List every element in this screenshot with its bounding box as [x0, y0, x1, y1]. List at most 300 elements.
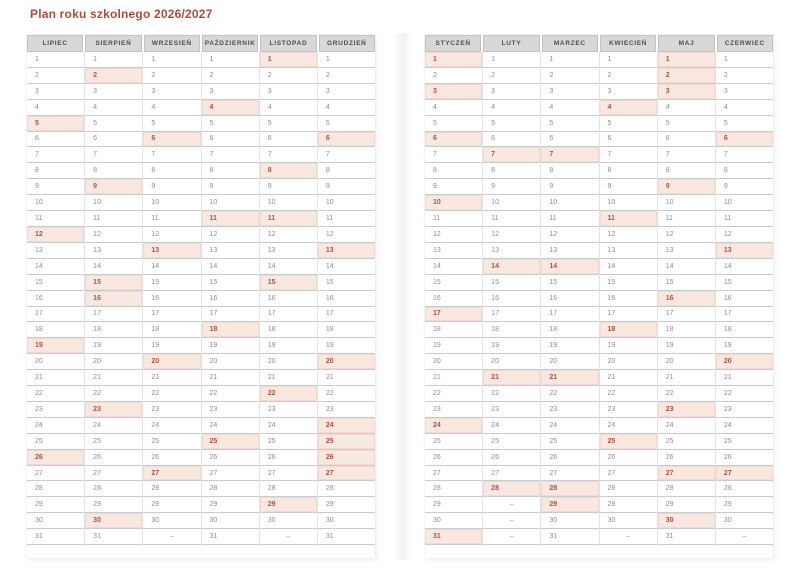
day-cell: 18 [260, 322, 317, 338]
day-cell: 13 [85, 243, 142, 259]
day-cell: 29 [143, 497, 200, 513]
day-cell-holiday: 29 [260, 497, 317, 513]
day-cell: 24 [143, 418, 200, 434]
day-cell: 23 [425, 402, 482, 418]
day-cell: 16 [143, 291, 200, 307]
calendar-page-right [425, 35, 773, 558]
day-cell: 11 [716, 211, 773, 227]
day-cell: 26 [143, 450, 200, 466]
day-cell: 11 [425, 211, 482, 227]
day-cell-holiday: 20 [318, 354, 375, 370]
month-header-czerwiec: CZERWIEC [717, 35, 773, 52]
day-cell: 11 [143, 211, 200, 227]
month-header-row [27, 35, 375, 52]
day-cell: 17 [318, 307, 375, 323]
day-cell: 5 [260, 116, 317, 132]
day-cell: 12 [85, 227, 142, 243]
day-cell: 19 [425, 338, 482, 354]
day-cell: 17 [541, 307, 598, 323]
day-cell: 2 [425, 68, 482, 84]
day-cell: 26 [483, 450, 540, 466]
day-cell: 14 [260, 259, 317, 275]
day-cell: 6 [202, 132, 259, 148]
day-cell: 7 [716, 147, 773, 163]
day-cell: 19 [600, 338, 657, 354]
day-cell: 3 [318, 84, 375, 100]
day-cell: 8 [425, 163, 482, 179]
day-cell: 8 [541, 163, 598, 179]
month-header-row [425, 35, 773, 52]
day-cell: 10 [541, 195, 598, 211]
day-cell: 3 [716, 84, 773, 100]
day-cell: 11 [318, 211, 375, 227]
day-cell: 3 [85, 84, 142, 100]
day-cell: 24 [658, 418, 715, 434]
day-cell: 7 [600, 147, 657, 163]
day-cell: 4 [425, 100, 482, 116]
day-cell: 26 [202, 450, 259, 466]
day-cell: 24 [483, 418, 540, 434]
calendar-grid [27, 52, 375, 545]
day-cell: 15 [541, 275, 598, 291]
day-cell: 31 [202, 529, 259, 545]
day-cell: 11 [85, 211, 142, 227]
day-cell: 4 [483, 100, 540, 116]
day-cell: 10 [483, 195, 540, 211]
day-cell-holiday: 27 [143, 466, 200, 482]
day-cell: 31 [318, 529, 375, 545]
day-cell-holiday: 30 [658, 513, 715, 529]
day-cell-holiday: 15 [85, 275, 142, 291]
day-cell: 22 [143, 386, 200, 402]
day-cell: 20 [541, 354, 598, 370]
day-cell: 25 [658, 434, 715, 450]
day-cell: 13 [483, 243, 540, 259]
day-cell: 21 [85, 370, 142, 386]
day-cell: 23 [260, 402, 317, 418]
day-cell: 17 [658, 307, 715, 323]
day-cell: 29 [202, 497, 259, 513]
day-cell-holiday: 13 [143, 243, 200, 259]
day-cell: 28 [143, 481, 200, 497]
day-cell-holiday: 19 [27, 338, 84, 354]
day-cell: 15 [202, 275, 259, 291]
day-cell: 30 [260, 513, 317, 529]
day-cell: 28 [600, 481, 657, 497]
day-cell: 13 [600, 243, 657, 259]
day-cell: 21 [716, 370, 773, 386]
day-cell: 3 [541, 84, 598, 100]
day-cell: 12 [541, 227, 598, 243]
month-column-pazdziernik [201, 52, 259, 545]
day-cell: 28 [260, 481, 317, 497]
day-cell-holiday: 10 [425, 195, 482, 211]
month-header-lipiec: LIPIEC [27, 35, 83, 52]
day-cell: 25 [143, 434, 200, 450]
day-cell: 9 [600, 179, 657, 195]
day-cell-holiday: 27 [716, 466, 773, 482]
month-column-kwiecien [599, 52, 657, 545]
day-cell: 21 [202, 370, 259, 386]
day-cell-empty: – [483, 513, 540, 529]
day-cell-holiday: 11 [600, 211, 657, 227]
day-cell: 6 [658, 132, 715, 148]
day-cell: 7 [260, 147, 317, 163]
day-cell: 12 [716, 227, 773, 243]
day-cell: 12 [425, 227, 482, 243]
day-cell-holiday: 28 [541, 481, 598, 497]
day-cell: 30 [716, 513, 773, 529]
day-cell-holiday: 4 [202, 100, 259, 116]
day-cell: 17 [85, 307, 142, 323]
day-cell: 9 [318, 179, 375, 195]
day-cell: 29 [85, 497, 142, 513]
day-cell: 14 [658, 259, 715, 275]
day-cell: 10 [318, 195, 375, 211]
month-column-czerwiec [715, 52, 773, 545]
day-cell-empty: – [483, 529, 540, 545]
day-cell: 5 [483, 116, 540, 132]
day-cell: 19 [541, 338, 598, 354]
day-cell: 13 [27, 243, 84, 259]
day-cell: 3 [600, 84, 657, 100]
day-cell: 30 [143, 513, 200, 529]
day-cell: 14 [27, 259, 84, 275]
day-cell-holiday: 21 [541, 370, 598, 386]
day-cell: 7 [425, 147, 482, 163]
day-cell: 2 [260, 68, 317, 84]
day-cell: 23 [600, 402, 657, 418]
day-cell: 19 [658, 338, 715, 354]
day-cell: 10 [260, 195, 317, 211]
day-cell: 17 [27, 307, 84, 323]
day-cell-holiday: 28 [483, 481, 540, 497]
day-cell: 8 [27, 163, 84, 179]
day-cell-holiday: 30 [85, 513, 142, 529]
day-cell: 30 [202, 513, 259, 529]
day-cell-holiday: 14 [541, 259, 598, 275]
day-cell: 3 [202, 84, 259, 100]
month-header-wrzesien: WRZESIEŃ [144, 35, 200, 52]
day-cell: 8 [658, 163, 715, 179]
day-cell: 25 [27, 434, 84, 450]
day-cell: 8 [202, 163, 259, 179]
day-cell: 5 [85, 116, 142, 132]
calendar-page-left [27, 35, 375, 558]
month-column-marzec [540, 52, 598, 545]
day-cell-holiday: 2 [85, 68, 142, 84]
day-cell: 16 [541, 291, 598, 307]
day-cell: 1 [143, 52, 200, 68]
day-cell: 18 [85, 322, 142, 338]
day-cell: 16 [260, 291, 317, 307]
day-cell: 8 [600, 163, 657, 179]
day-cell: 10 [85, 195, 142, 211]
day-cell-holiday: 18 [202, 322, 259, 338]
day-cell: 18 [318, 322, 375, 338]
day-cell: 22 [541, 386, 598, 402]
day-cell: 18 [143, 322, 200, 338]
day-cell: 10 [143, 195, 200, 211]
day-cell-holiday: 17 [425, 307, 482, 323]
day-cell: 20 [600, 354, 657, 370]
day-cell: 17 [600, 307, 657, 323]
day-cell: 22 [85, 386, 142, 402]
page-fold-shadow [393, 33, 415, 560]
day-cell-holiday: 23 [658, 402, 715, 418]
day-cell: 29 [27, 497, 84, 513]
day-cell: 5 [541, 116, 598, 132]
day-cell: 18 [425, 322, 482, 338]
day-cell: 13 [425, 243, 482, 259]
day-cell: 2 [600, 68, 657, 84]
day-cell: 29 [318, 497, 375, 513]
day-cell: 5 [658, 116, 715, 132]
day-cell: 12 [483, 227, 540, 243]
day-cell: 7 [658, 147, 715, 163]
day-cell: 27 [202, 466, 259, 482]
day-cell: 28 [425, 481, 482, 497]
month-header-sierpien: SIERPIEŃ [85, 35, 141, 52]
day-cell-holiday: 6 [716, 132, 773, 148]
day-cell: 22 [600, 386, 657, 402]
day-cell: 2 [27, 68, 84, 84]
month-column-listopad [259, 52, 317, 545]
day-cell: 20 [27, 354, 84, 370]
day-cell: 3 [483, 84, 540, 100]
day-cell: 6 [600, 132, 657, 148]
day-cell: 5 [318, 116, 375, 132]
day-cell: 22 [318, 386, 375, 402]
day-cell: 9 [541, 179, 598, 195]
day-cell-holiday: 6 [425, 132, 482, 148]
month-column-luty [482, 52, 540, 545]
day-cell-holiday: 14 [483, 259, 540, 275]
day-cell: 25 [483, 434, 540, 450]
day-cell: 27 [541, 466, 598, 482]
day-cell: 27 [483, 466, 540, 482]
day-cell: 20 [85, 354, 142, 370]
day-cell-holiday: 24 [425, 418, 482, 434]
day-cell: 24 [202, 418, 259, 434]
day-cell: 4 [658, 100, 715, 116]
day-cell-holiday: 21 [483, 370, 540, 386]
day-cell: 24 [27, 418, 84, 434]
day-cell: 23 [27, 402, 84, 418]
day-cell-holiday: 3 [425, 84, 482, 100]
day-cell: 2 [143, 68, 200, 84]
day-cell-holiday: 27 [318, 466, 375, 482]
day-cell: 31 [541, 529, 598, 545]
day-cell-holiday: 13 [318, 243, 375, 259]
day-cell: 12 [260, 227, 317, 243]
day-cell-holiday: 2 [658, 68, 715, 84]
day-cell: 27 [600, 466, 657, 482]
day-cell-holiday: 7 [483, 147, 540, 163]
day-cell: 26 [260, 450, 317, 466]
day-cell: 26 [658, 450, 715, 466]
day-cell: 18 [541, 322, 598, 338]
day-cell: 29 [716, 497, 773, 513]
day-cell: 14 [202, 259, 259, 275]
day-cell: 2 [483, 68, 540, 84]
day-cell: 28 [202, 481, 259, 497]
day-cell: 19 [85, 338, 142, 354]
day-cell: 4 [27, 100, 84, 116]
day-cell: 11 [658, 211, 715, 227]
day-cell: 19 [202, 338, 259, 354]
day-cell: 2 [541, 68, 598, 84]
day-cell-holiday: 3 [658, 84, 715, 100]
day-cell: 1 [541, 52, 598, 68]
day-cell: 12 [600, 227, 657, 243]
day-cell-holiday: 9 [658, 179, 715, 195]
day-cell-holiday: 11 [260, 211, 317, 227]
day-cell: 15 [600, 275, 657, 291]
day-cell: 23 [541, 402, 598, 418]
day-cell: 9 [260, 179, 317, 195]
day-cell: 8 [85, 163, 142, 179]
day-cell: 23 [716, 402, 773, 418]
day-cell-holiday: 25 [202, 434, 259, 450]
day-cell: 30 [318, 513, 375, 529]
day-cell: 20 [260, 354, 317, 370]
day-cell: 5 [202, 116, 259, 132]
day-cell: 21 [658, 370, 715, 386]
day-cell: 18 [658, 322, 715, 338]
day-cell: 9 [27, 179, 84, 195]
day-cell: 20 [483, 354, 540, 370]
day-cell-empty: – [483, 497, 540, 513]
day-cell-holiday: 16 [658, 291, 715, 307]
day-cell: 29 [600, 497, 657, 513]
day-cell: 31 [27, 529, 84, 545]
day-cell: 20 [425, 354, 482, 370]
day-cell-holiday: 26 [27, 450, 84, 466]
day-cell: 23 [483, 402, 540, 418]
day-cell: 13 [541, 243, 598, 259]
day-cell: 22 [27, 386, 84, 402]
day-cell: 23 [202, 402, 259, 418]
month-column-sierpien [84, 52, 142, 545]
month-header-listopad: LISTOPAD [260, 35, 316, 52]
day-cell: 16 [600, 291, 657, 307]
day-cell: 21 [318, 370, 375, 386]
day-cell: 4 [716, 100, 773, 116]
day-cell-holiday: 22 [260, 386, 317, 402]
day-cell: 14 [143, 259, 200, 275]
day-cell: 15 [483, 275, 540, 291]
day-cell-holiday: 5 [27, 116, 84, 132]
day-cell: 26 [425, 450, 482, 466]
day-cell-holiday: 9 [85, 179, 142, 195]
day-cell-holiday: 20 [143, 354, 200, 370]
day-cell-holiday: 26 [318, 450, 375, 466]
day-cell: 5 [425, 116, 482, 132]
day-cell: 8 [143, 163, 200, 179]
day-cell: 4 [85, 100, 142, 116]
day-cell: 28 [318, 481, 375, 497]
day-cell: 15 [716, 275, 773, 291]
day-cell: 21 [260, 370, 317, 386]
day-cell: 24 [541, 418, 598, 434]
day-cell: 26 [541, 450, 598, 466]
day-cell: 6 [27, 132, 84, 148]
day-cell: 16 [425, 291, 482, 307]
day-cell-holiday: 12 [27, 227, 84, 243]
day-cell-holiday: 1 [658, 52, 715, 68]
month-header-marzec: MARZEC [542, 35, 598, 52]
day-cell: 16 [483, 291, 540, 307]
day-cell: 2 [318, 68, 375, 84]
day-cell: 19 [716, 338, 773, 354]
day-cell: 13 [658, 243, 715, 259]
day-cell: 10 [600, 195, 657, 211]
month-column-maj [657, 52, 715, 545]
day-cell: 6 [541, 132, 598, 148]
day-cell-holiday: 6 [318, 132, 375, 148]
day-cell-holiday: 6 [143, 132, 200, 148]
day-cell: 21 [600, 370, 657, 386]
day-cell: 17 [143, 307, 200, 323]
day-cell: 26 [716, 450, 773, 466]
day-cell: 8 [483, 163, 540, 179]
day-cell: 14 [716, 259, 773, 275]
day-cell: 15 [318, 275, 375, 291]
day-cell-empty: – [600, 529, 657, 545]
day-cell: 14 [600, 259, 657, 275]
day-cell-holiday: 8 [260, 163, 317, 179]
day-cell: 30 [27, 513, 84, 529]
day-cell: 28 [85, 481, 142, 497]
day-cell: 15 [27, 275, 84, 291]
day-cell: 23 [318, 402, 375, 418]
month-header-styczen: STYCZEŃ [425, 35, 481, 52]
day-cell: 17 [716, 307, 773, 323]
day-cell: 16 [202, 291, 259, 307]
day-cell: 27 [260, 466, 317, 482]
day-cell: 10 [716, 195, 773, 211]
day-cell-holiday: 16 [85, 291, 142, 307]
day-cell: 30 [600, 513, 657, 529]
month-column-grudzien [317, 52, 375, 545]
day-cell: 11 [27, 211, 84, 227]
day-cell: 20 [658, 354, 715, 370]
day-cell-holiday: 27 [658, 466, 715, 482]
calendar-grid [425, 52, 773, 545]
day-cell: 27 [85, 466, 142, 482]
day-cell: 27 [27, 466, 84, 482]
day-cell: 28 [716, 481, 773, 497]
month-header-pazdziernik: PAŹDZIERNIK [202, 35, 258, 52]
day-cell-holiday: 31 [425, 529, 482, 545]
day-cell: 19 [483, 338, 540, 354]
day-cell: 28 [658, 481, 715, 497]
day-cell-holiday: 25 [600, 434, 657, 450]
day-cell: 22 [716, 386, 773, 402]
day-cell: 1 [27, 52, 84, 68]
day-cell: 12 [658, 227, 715, 243]
day-cell: 26 [600, 450, 657, 466]
day-cell-holiday: 29 [541, 497, 598, 513]
day-cell: 14 [85, 259, 142, 275]
day-cell: 13 [202, 243, 259, 259]
day-cell: 29 [425, 497, 482, 513]
day-cell-holiday: 1 [425, 52, 482, 68]
day-cell: 24 [716, 418, 773, 434]
day-cell: 2 [202, 68, 259, 84]
day-cell: 31 [658, 529, 715, 545]
